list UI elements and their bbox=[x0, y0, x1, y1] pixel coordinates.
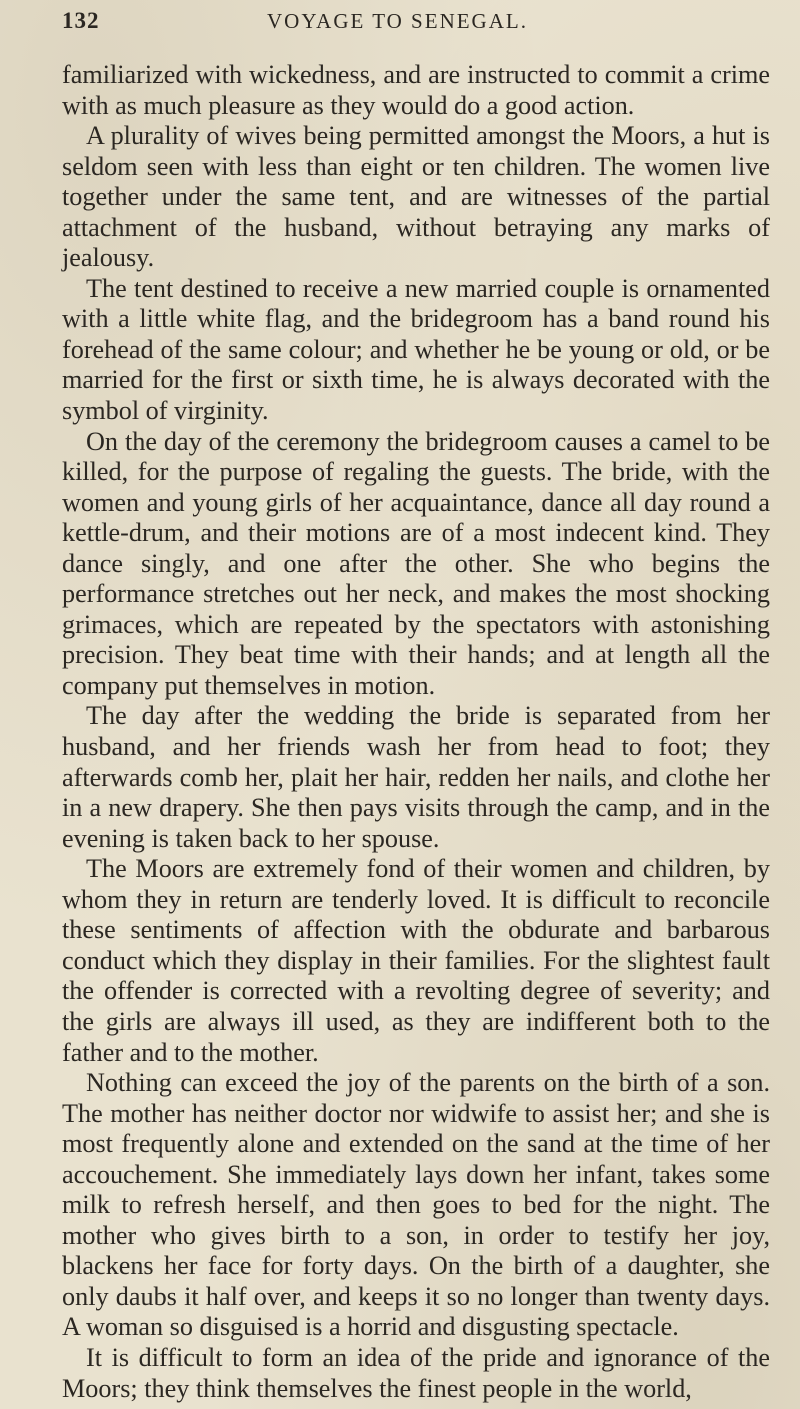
page-number: 132 bbox=[62, 8, 100, 33]
paragraph: Nothing can exceed the joy of the parents on the birth of a son. The mother has neither doctor nor widwife to assist her; and she is most frequently alone and extended on the sand at the time of her accouchement. She immediately lays down her infant, takes some milk to refresh herself, and then goes to bed for the night. The mother who gives birth to a son, in order to testify her joy, blackens her face for forty days. On the birth of a daughter, she only daubs it half over, and keeps it so no longer than twenty days. A woman so disguised is a horrid and disgusting spectacle. bbox=[62, 1068, 770, 1342]
paragraph: It is difficult to form an idea of the pride and ignorance of the Moors; they think themselves the finest people in the world, bbox=[62, 1342, 770, 1403]
paragraph: The day after the wedding the bride is separated from her husband, and her friends wash her from head to foot; they afterwards comb her, plait her hair, redden her nails, and clothe her in a new drapery. She then pays visits through the camp, and in the evening is taken back to her spouse. bbox=[62, 701, 770, 853]
paragraph: A plurality of wives being permitted amongst the Moors, a hut is seldom seen with less than eight or ten children. The women live together under the same tent, and are witnesses of the partial attachment of the husband, without betraying any marks of jealousy. bbox=[62, 121, 770, 273]
paragraph: On the day of the ceremony the bridegroom causes a camel to be killed, for the purpose of regaling the guests. The bride, with the women and young girls of her acquaintance, dance all day round a kettle-drum, and their motions are of a most indecent kind. They dance singly, and one after the other. She who begins the performance stretches out her neck, and makes the most shocking grimaces, which are repeated by the spectators with astonishing precision. They beat time with their hands; and at length all the company put themselves in motion. bbox=[62, 426, 770, 700]
running-head bbox=[62, 8, 770, 60]
paragraph: The Moors are extremely fond of their women and children, by whom they in return are tenderly loved. It is difficult to reconcile these sentiments of affection with the obdurate and barbarous conduct which they display in their families. For the slightest fault the offender is corrected with a revolting degree of severity; and the girls are always ill used, as they are indifferent both to the father and to the mother. bbox=[62, 854, 770, 1067]
body-text bbox=[62, 60, 770, 1404]
paragraph: familiarized with wickedness, and are instructed to commit a crime with as much pleasure as they would do a good action. bbox=[62, 60, 770, 120]
running-title: VOYAGE TO SENEGAL. bbox=[267, 9, 528, 33]
paragraph: The tent destined to receive a new married couple is ornamented with a little white flag, and the bridegroom has a band round his forehead of the same colour; and whether he be young or old, or be married for the first or sixth time, he is always decorated with the symbol of virginity. bbox=[62, 273, 770, 426]
